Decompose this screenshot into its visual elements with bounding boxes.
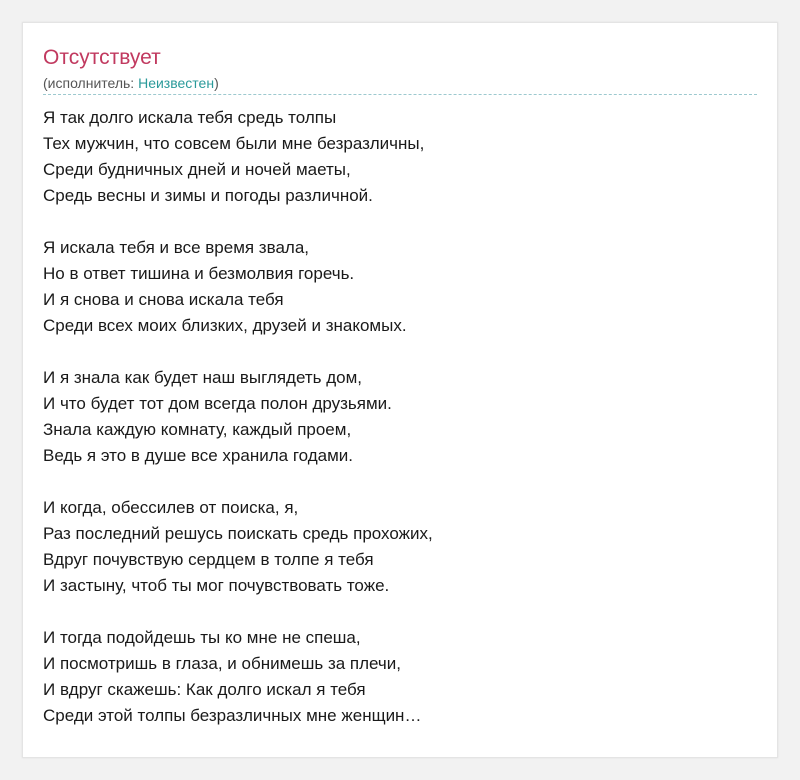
lyric-line: Я так долго искала тебя средь толпы [43,108,337,127]
lyrics-body [43,105,757,755]
lyric-line: И я знала как будет наш выглядеть дом, [43,368,363,387]
stanza [43,365,757,469]
lyric-line: Раз последний решусь поискать средь прохожих, [43,524,433,543]
stanza [43,105,757,209]
lyric-line: И я снова и снова искала тебя [43,290,284,309]
lyric-line: Средь весны и зимы и погоды различной. [43,186,373,205]
lyric-line: Но в ответ тишина и безмолвия горечь. [43,264,355,283]
lyric-line: Вдруг почувствую сердцем в толпе я тебя [43,550,374,569]
stanza [43,625,757,729]
lyric-line: Знала каждую комнату, каждый проем, [43,420,352,439]
lyric-line: Среди будничных дней и ночей маеты, [43,160,351,179]
lyric-line: И вдруг скажешь: Как долго искал я тебя [43,680,366,699]
stanza [43,235,757,339]
song-meta [43,74,219,92]
title-divider [43,94,757,95]
lyric-line: И посмотришь в глаза, и обнимешь за плечи, [43,654,402,673]
lyric-line: Среди этой толпы безразличных мне женщин… [43,706,422,725]
lyric-line: Ведь я это в душе все хранила годами. [43,446,354,465]
lyric-line: И что будет тот дом всегда полон друзьями. [43,394,392,413]
lyric-line: И застыну, чтоб ты мог почувствовать тоже. [43,576,390,595]
artist-suffix: ) [214,75,219,91]
artist-prefix: (исполнитель: [43,75,139,91]
lyric-line: Я искала тебя и все время звала, [43,238,309,257]
lyric-line: И когда, обессилев от поиска, я, [43,498,299,517]
artist-link[interactable]: Неизвестен [138,75,215,91]
lyric-line: Тех мужчин, что совсем были мне безразличны, [43,134,425,153]
stanza [43,495,757,599]
lyrics-card [22,22,778,758]
lyric-line: И тогда подойдешь ты ко мне не спеша, [43,628,361,647]
lyric-line: Среди всех моих близких, друзей и знакомых. [43,316,407,335]
song-title: Отсутствует [43,46,161,69]
